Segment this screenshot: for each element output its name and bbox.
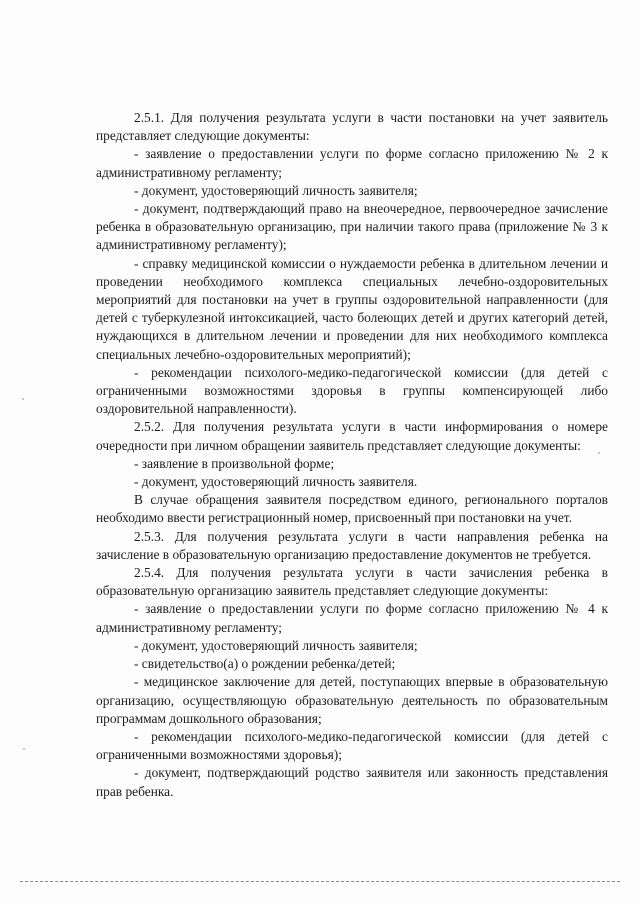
paragraph-portal-note: В случае обращения заявителя посредством единого, регионального порталов необходимо ввести регистрационный номер, присвоенный при постановки на учет.: [96, 492, 608, 526]
paragraph-2-5-2: 2.5.2. Для получения результата услуги в части информирования о номере очередности при личном обращении заявитель представляет следующие документы:: [96, 419, 608, 453]
list-item: - свидетельство(а) о рождении ребенка/детей;: [134, 656, 396, 672]
paragraph-2-5-1: 2.5.1. Для получения результата услуги в части постановки на учет заявитель представляет следующие документы:: [96, 110, 608, 144]
list-item: - документ, удостоверяющий личность заявителя.: [134, 474, 418, 490]
list-item: - рекомендации психолого-медико-педагогической комиссии (для детей с ограниченными возможностями здоровья в группы компенсирующей либо оздоровительной направленности).: [96, 364, 608, 417]
scan-edge-line: [20, 881, 620, 882]
list-item: - медицинское заключение для детей, поступающих впервые в образовательную организацию, осуществляющую образовательную деятельность по образовательным программам дошкольного образования;: [96, 674, 608, 726]
list-item: - справку медицинской комиссии о нуждаемости ребенка в длительном лечении и проведении необходимого комплекса специальных лечебно-оздоровительных мероприятий для постановки на учет в группы оздоровительной направленности (для детей с туберкулезной интоксикацией, часто болеющих детей и других категорий детей, нуждающихся в длительном лечении и проведении для них необходимого комплекса специальных лечебно-оздоровительных мероприятий);: [96, 255, 608, 362]
scan-speck: [22, 398, 24, 400]
paragraph-2-5-4: 2.5.4. Для получения результата услуги в части зачисления ребенка в образовательную организацию заявитель представляет следующие документы:: [96, 565, 608, 599]
list-item: - документ, удостоверяющий личность заявителя;: [134, 637, 418, 653]
list-item: - документ, подтверждающий право на внеочередное, первоочередное зачисление ребенка в образовательную организацию, при наличии такого права (приложение № 3 к административному регламенту);: [96, 201, 608, 253]
list-item: - документ, удостоверяющий личность заявителя;: [134, 182, 418, 198]
paragraph-2-5-3: 2.5.3. Для получения результата услуги в части направления ребенка на зачисление в образовательную организацию предоставление документов не требуется.: [96, 528, 608, 562]
list-item: - заявление о предоставлении услуги по форме согласно приложению № 2 к административному регламенту;: [96, 146, 608, 180]
list-item: - заявление о предоставлении услуги по форме согласно приложению № 4 к административному регламенту;: [96, 601, 608, 635]
list-item: - заявление в произвольной форме;: [134, 455, 335, 471]
scan-speck: [598, 452, 600, 454]
scan-speck: [23, 748, 25, 750]
list-item: - документ, подтверждающий родство заявителя или законность представления прав ребенка.: [96, 765, 608, 799]
list-item: - рекомендации психолого-медико-педагогической комиссии (для детей с ограниченными возможностями здоровья);: [96, 728, 608, 763]
document-body: [96, 109, 608, 801]
